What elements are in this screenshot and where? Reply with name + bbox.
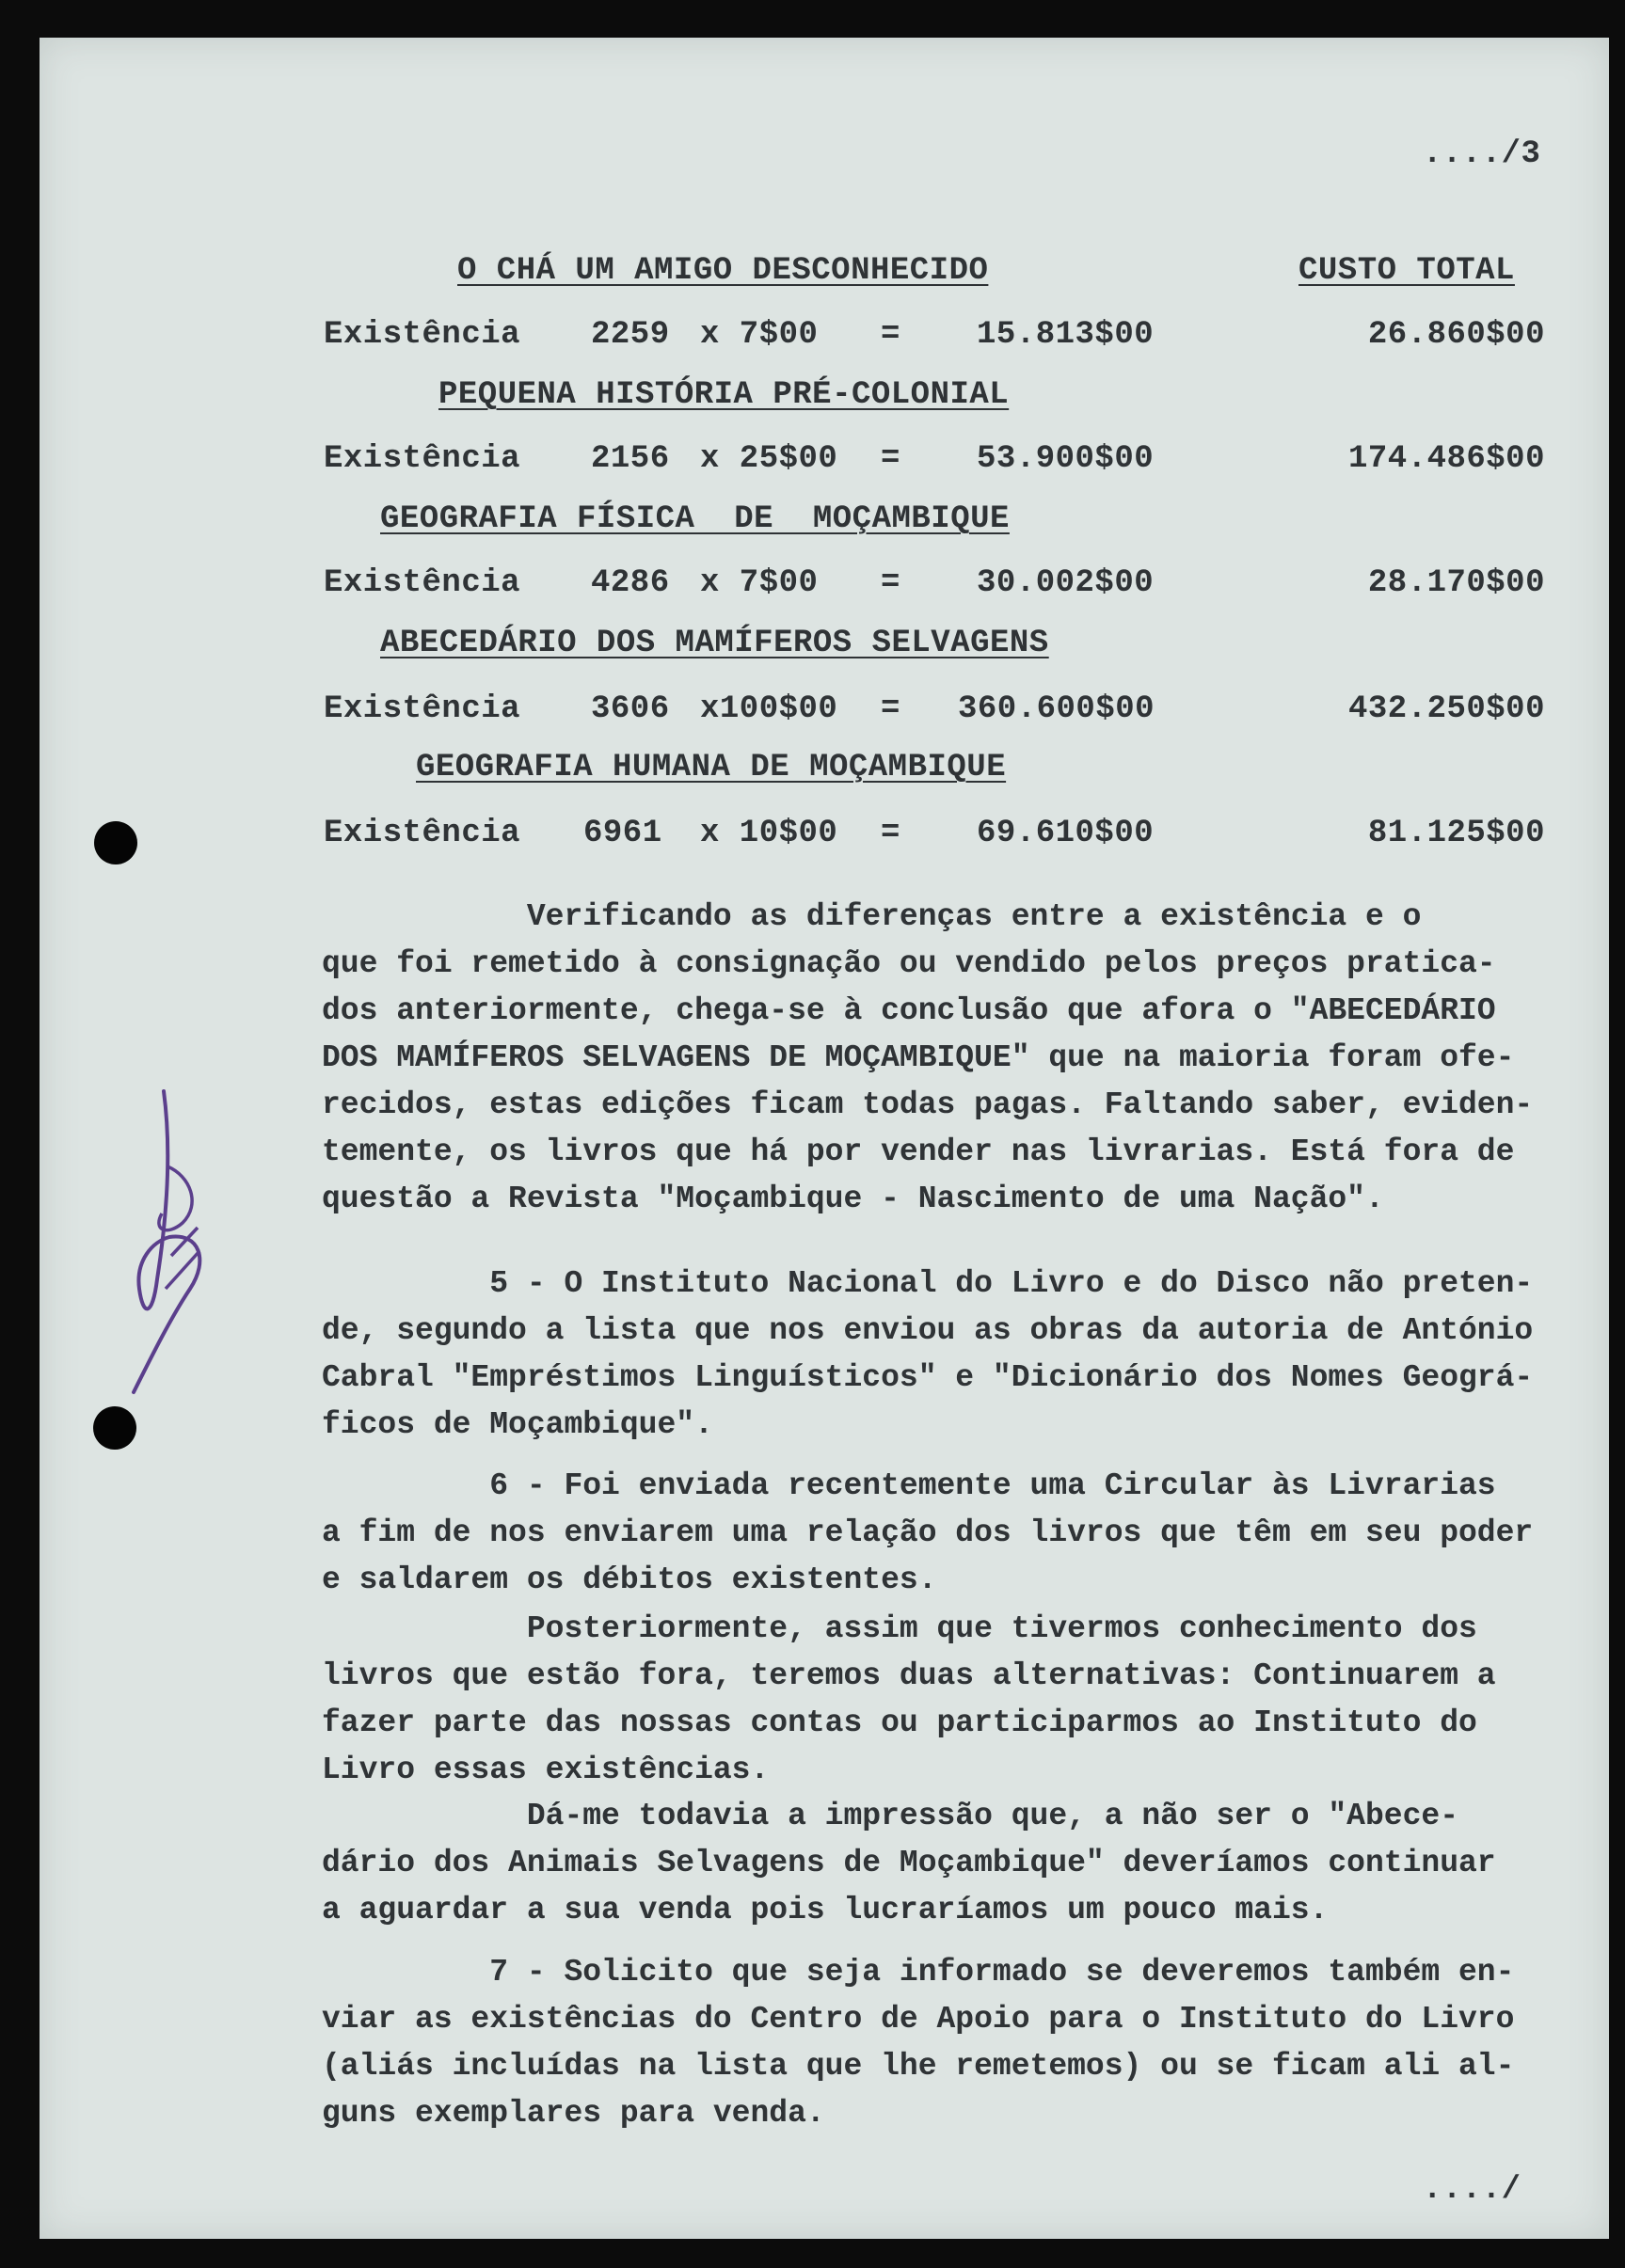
paragraph-line: Verificando as diferenças entre a existência e o	[322, 899, 1422, 934]
paragraph-line: ficos de Moçambique".	[322, 1407, 713, 1442]
book-subtotal: 69.610$00	[977, 816, 1155, 851]
binder-hole-bottom	[93, 1406, 136, 1450]
book-title: GEOGRAFIA FÍSICA DE MOÇAMBIQUE	[380, 501, 1010, 537]
paragraph-line: Posteriormente, assim que tivermos conhecimento dos	[322, 1611, 1477, 1646]
page-ref-bottom: ..../	[1423, 2172, 1521, 2208]
book-eq: =	[881, 816, 900, 851]
page-ref-top: ..../3	[1423, 136, 1541, 172]
book-eq: =	[881, 317, 900, 353]
book-subtotal: 53.900$00	[977, 441, 1155, 477]
book-price: x 25$00	[700, 441, 838, 477]
book-qty: 2259	[591, 317, 670, 353]
book-label: Existência	[324, 565, 521, 601]
book-title: O CHÁ UM AMIGO DESCONHECIDO	[457, 253, 989, 289]
book-qty: 2156	[591, 441, 670, 477]
paragraph-item-6	[322, 1463, 1573, 1604]
paragraph-line: 6 - Foi enviada recentemente uma Circular às Livrarias	[322, 1468, 1496, 1503]
paragraph-line: temente, os livros que há por vender nas livrarias. Está fora de	[322, 1134, 1515, 1169]
paragraph-line: livros que estão fora, teremos duas alternativas: Continuarem a	[322, 1658, 1496, 1693]
paragraph-line: (aliás incluídas na lista que lhe remetemos) ou se ficam ali al-	[322, 2049, 1515, 2084]
paragraph-line: fazer parte das nossas contas ou participarmos ao Instituto do	[322, 1705, 1477, 1740]
paragraph-line: dos anteriormente, chega-se à conclusão que afora o "ABECEDÁRIO	[322, 993, 1496, 1028]
book-eq: =	[881, 691, 900, 727]
binder-hole-top	[94, 821, 137, 864]
paragraph-line: de, segundo a lista que nos enviou as obras da autoria de António	[322, 1313, 1534, 1348]
book-total: 28.170$00	[1367, 565, 1545, 601]
paragraph-line: Cabral "Empréstimos Linguísticos" e "Dicionário dos Nomes Geográ-	[322, 1360, 1534, 1395]
paragraph-item-5	[322, 1261, 1573, 1449]
paragraph-line: dário dos Animais Selvagens de Moçambique" deveríamos continuar	[322, 1846, 1496, 1880]
book-price: x 7$00	[700, 317, 819, 353]
book-subtotal: 30.002$00	[977, 565, 1155, 601]
book-price: x100$00	[700, 691, 838, 727]
paragraph-item-7	[322, 1949, 1573, 2137]
book-total: 174.486$00	[1347, 441, 1545, 477]
book-total: 432.250$00	[1347, 691, 1545, 727]
book-qty: 4286	[591, 565, 670, 601]
book-label: Existência	[324, 816, 521, 851]
book-qty: 3606	[591, 691, 670, 727]
book-title: PEQUENA HISTÓRIA PRÉ-COLONIAL	[438, 377, 1010, 413]
book-eq: =	[881, 565, 900, 601]
paragraph-line: guns exemplares para venda.	[322, 2096, 825, 2131]
paragraph-line: questão a Revista "Moçambique - Nascimento de uma Nação".	[322, 1182, 1384, 1216]
paragraph-line: DOS MAMÍFEROS SELVAGENS DE MOÇAMBIQUE" que na maioria foram ofe-	[322, 1040, 1515, 1075]
paragraph-line: a fim de nos enviarem uma relação dos livros que têm em seu poder	[322, 1515, 1534, 1550]
book-qty: 6961	[583, 816, 662, 851]
paragraph-line: que foi remetido à consignação ou vendido pelos preços pratica-	[322, 946, 1496, 981]
paragraph-impressao	[322, 1793, 1573, 1934]
paragraph-line: recidos, estas edições ficam todas pagas. Faltando saber, eviden-	[322, 1087, 1534, 1122]
book-price: x 7$00	[700, 565, 819, 601]
handwritten-initials	[77, 1035, 218, 1411]
book-eq: =	[881, 441, 900, 477]
paragraph-line: Dá-me todavia a impressão que, a não ser o "Abece-	[322, 1799, 1458, 1833]
book-price: x 10$00	[700, 816, 838, 851]
custo-total-header: CUSTO TOTAL	[1298, 253, 1515, 289]
book-subtotal: 360.600$00	[958, 691, 1155, 727]
paragraph-verificando	[322, 894, 1573, 1223]
paragraph-line: 7 - Solicito que seja informado se deveremos também en-	[322, 1955, 1515, 1990]
book-label: Existência	[324, 691, 521, 727]
book-title: ABECEDÁRIO DOS MAMÍFEROS SELVAGENS	[380, 626, 1049, 661]
paragraph-posteriormente	[322, 1606, 1573, 1794]
book-subtotal: 15.813$00	[977, 317, 1155, 353]
book-label: Existência	[324, 441, 521, 477]
paragraph-line: viar as existências do Centro de Apoio para o Instituto do Livro	[322, 2002, 1515, 2037]
book-total: 26.860$00	[1367, 317, 1545, 353]
book-label: Existência	[324, 317, 521, 353]
paragraph-line: Livro essas existências.	[322, 1753, 770, 1787]
book-total: 81.125$00	[1367, 816, 1545, 851]
paragraph-line: a aguardar a sua venda pois lucraríamos um pouco mais.	[322, 1893, 1329, 1927]
paragraph-line: e saldarem os débitos existentes.	[322, 1562, 937, 1597]
document-page	[40, 38, 1609, 2239]
book-title: GEOGRAFIA HUMANA DE MOÇAMBIQUE	[416, 750, 1007, 785]
paragraph-line: 5 - O Instituto Nacional do Livro e do Disco não preten-	[322, 1266, 1534, 1301]
